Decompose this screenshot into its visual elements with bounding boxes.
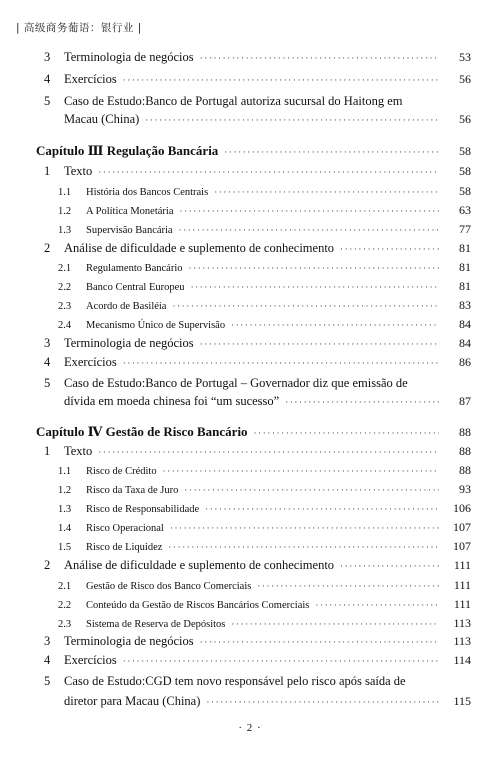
toc-leader-dots bbox=[205, 504, 439, 514]
toc-subsection[interactable] bbox=[0, 203, 500, 223]
toc-page-number: 111 bbox=[453, 578, 471, 592]
running-header: | 高级商务葡语：银行业 | bbox=[16, 22, 142, 34]
toc-page-number: 58 bbox=[459, 184, 471, 198]
toc-entry-number: 1.2 bbox=[58, 206, 72, 217]
toc-leader-dots bbox=[224, 147, 439, 157]
toc-entry-number: 5 bbox=[44, 376, 51, 390]
toc-entry[interactable] bbox=[0, 94, 500, 114]
toc-page-number: 56 bbox=[459, 72, 471, 86]
toc-entry-title: Terminologia de negócios bbox=[64, 50, 194, 64]
toc-leader-dots bbox=[200, 637, 439, 647]
toc-page-number: 115 bbox=[453, 694, 471, 708]
toc-entry-number: 1 bbox=[44, 444, 51, 458]
toc-subsection[interactable] bbox=[0, 184, 500, 204]
toc-page-number: 107 bbox=[453, 520, 471, 534]
toc-leader-dots bbox=[168, 542, 439, 552]
toc-entry[interactable] bbox=[0, 694, 500, 714]
toc-entry-number: 5 bbox=[44, 94, 51, 108]
toc-subsection[interactable] bbox=[0, 578, 500, 598]
toc-leader-dots bbox=[206, 697, 439, 707]
toc-entry-title: Texto bbox=[64, 444, 93, 458]
toc-entry-number: 2.4 bbox=[58, 320, 72, 331]
toc-entry-title: Exercícios bbox=[64, 653, 117, 667]
toc-entry[interactable] bbox=[0, 394, 500, 414]
toc-leader-dots bbox=[179, 206, 439, 216]
toc-entry-title: Macau (China) bbox=[64, 112, 140, 126]
toc-entry-number: 3 bbox=[44, 50, 51, 64]
toc-entry-title: Terminologia de negócios bbox=[64, 336, 194, 350]
toc-page-number: 81 bbox=[459, 260, 471, 274]
toc-entry-number: 1.5 bbox=[58, 542, 72, 553]
toc-page-number: 84 bbox=[459, 317, 471, 331]
toc-entry-title: Sistema de Reserva de Depósitos bbox=[86, 619, 226, 630]
toc-entry-number: 1.3 bbox=[58, 504, 72, 515]
toc-entry-title: Mecanismo Único de Supervisão bbox=[86, 320, 226, 331]
toc-entry-title: Regulamento Bancário bbox=[86, 263, 183, 274]
toc-entry-title: Conteúdo da Gestão de Riscos Bancários Comerciais bbox=[86, 600, 310, 611]
toc-entry-title: A Política Monetária bbox=[86, 206, 174, 217]
toc-leader-dots bbox=[340, 244, 439, 254]
toc-entry-title: Supervisão Bancária bbox=[86, 225, 173, 236]
toc-entry-number: 5 bbox=[44, 674, 51, 688]
toc-leader-dots bbox=[179, 225, 439, 235]
toc-leader-dots bbox=[98, 167, 439, 177]
toc-entry-number: 2 bbox=[44, 241, 51, 255]
toc-page-number: 87 bbox=[459, 394, 471, 408]
toc-leader-dots bbox=[123, 358, 439, 368]
toc-page-number: 83 bbox=[459, 298, 471, 312]
toc-entry[interactable] bbox=[0, 72, 500, 92]
toc-leader-dots bbox=[340, 561, 439, 571]
toc-leader-dots bbox=[257, 581, 439, 591]
toc-entry-number: 2.1 bbox=[58, 263, 72, 274]
toc-entry-title: Risco da Taxa de Juro bbox=[86, 485, 179, 496]
toc-entry[interactable] bbox=[0, 50, 500, 70]
toc-leader-dots bbox=[254, 428, 439, 438]
toc-entry-number: 1.3 bbox=[58, 225, 72, 236]
toc-entry-title: Risco de Crédito bbox=[86, 466, 157, 477]
toc-entry-title: Caso de Estudo:Banco de Portugal – Governador diz que emissão de bbox=[64, 376, 408, 390]
toc-page-number: 56 bbox=[459, 112, 471, 126]
toc-entry[interactable] bbox=[0, 355, 500, 375]
toc-leader-dots bbox=[200, 53, 439, 63]
toc-entry-title: Risco de Responsabilidade bbox=[86, 504, 200, 515]
toc-entry-title: Capítulo Ⅳ Gestão de Risco Bancário bbox=[36, 424, 248, 439]
toc-entry-number: 2.3 bbox=[58, 619, 72, 630]
toc-entry[interactable] bbox=[0, 241, 500, 261]
toc-subsection[interactable] bbox=[0, 222, 500, 242]
toc-page-number: 88 bbox=[459, 463, 471, 477]
toc-page-number: 88 bbox=[459, 425, 471, 439]
toc-entry[interactable] bbox=[0, 376, 500, 396]
toc-leader-dots bbox=[200, 339, 439, 349]
toc-entry-number: 3 bbox=[44, 634, 51, 648]
toc-entry-number: 2.3 bbox=[58, 301, 72, 312]
toc-page-number: 86 bbox=[459, 355, 471, 369]
toc-leader-dots bbox=[123, 656, 439, 666]
toc-entry-title: diretor para Macau (China) bbox=[64, 694, 201, 708]
toc-subsection[interactable] bbox=[0, 482, 500, 502]
toc-entry-number: 2.1 bbox=[58, 581, 72, 592]
toc-entry-title: Banco Central Europeu bbox=[86, 282, 185, 293]
toc-page-number: 88 bbox=[459, 444, 471, 458]
toc-entry-title: Análise de dificuldade e suplemento de conhecimento bbox=[64, 241, 335, 255]
toc-entry-number: 2.2 bbox=[58, 600, 72, 611]
toc-page-number: 106 bbox=[453, 501, 471, 515]
toc-leader-dots bbox=[285, 397, 439, 407]
toc-leader-dots bbox=[170, 523, 439, 533]
toc-entry-number: 1.4 bbox=[58, 523, 72, 534]
toc-leader-dots bbox=[145, 115, 439, 125]
toc-entry[interactable] bbox=[0, 653, 500, 673]
toc-entry-number: 2 bbox=[44, 558, 51, 572]
toc-entry-title: Análise de dificuldade e suplemento de conhecimento bbox=[64, 558, 335, 572]
toc-subsection[interactable] bbox=[0, 279, 500, 299]
toc-subsection[interactable] bbox=[0, 501, 500, 521]
toc-subsection[interactable] bbox=[0, 298, 500, 318]
toc-page-number: 81 bbox=[459, 279, 471, 293]
toc-subsection[interactable] bbox=[0, 520, 500, 540]
toc-page-number: 63 bbox=[459, 203, 471, 217]
toc-entry-title: Caso de Estudo:CGD tem novo responsável pelo risco após saída de bbox=[64, 674, 406, 688]
toc-entry[interactable] bbox=[0, 164, 500, 184]
toc-entry[interactable] bbox=[0, 634, 500, 654]
toc-entry-number: 4 bbox=[44, 355, 51, 369]
toc-entry-number: 3 bbox=[44, 336, 51, 350]
toc-leader-dots bbox=[231, 320, 439, 330]
toc-subsection[interactable] bbox=[0, 260, 500, 280]
toc-leader-dots bbox=[123, 75, 439, 85]
toc-leader-dots bbox=[231, 619, 439, 629]
toc-entry-number: 4 bbox=[44, 72, 51, 86]
toc-entry-title: Exercícios bbox=[64, 72, 117, 86]
toc-entry[interactable] bbox=[0, 558, 500, 578]
toc-entry-title: Caso de Estudo:Banco de Portugal autoriza sucursal do Haitong em bbox=[64, 94, 403, 108]
toc-entry[interactable] bbox=[0, 674, 500, 694]
toc-subsection[interactable] bbox=[0, 597, 500, 617]
toc-entry-title: Risco de Liquidez bbox=[86, 542, 163, 553]
toc-entry-number: 1 bbox=[44, 164, 51, 178]
toc-entry-title: Terminologia de negócios bbox=[64, 634, 194, 648]
toc-leader-dots bbox=[191, 282, 439, 292]
toc-entry[interactable] bbox=[0, 444, 500, 464]
toc-entry-number: 1.1 bbox=[58, 466, 72, 477]
toc-page-number: 53 bbox=[459, 50, 471, 64]
toc-page-number: 58 bbox=[459, 144, 471, 158]
toc-entry-number: 1.2 bbox=[58, 485, 72, 496]
toc-leader-dots bbox=[98, 447, 439, 457]
toc-entry-title: dívida em moeda chinesa foi “um sucesso” bbox=[64, 394, 280, 408]
toc-entry-title: Exercícios bbox=[64, 355, 117, 369]
toc-leader-dots bbox=[172, 301, 439, 311]
toc-page-number: 84 bbox=[459, 336, 471, 350]
toc-page-number: 111 bbox=[453, 597, 471, 611]
toc-page-number: 77 bbox=[459, 222, 471, 236]
toc-entry-title: História dos Bancos Centrais bbox=[86, 187, 209, 198]
toc-entry-title: Risco Operacional bbox=[86, 523, 164, 534]
toc-page-number: 58 bbox=[459, 164, 471, 178]
toc-entry[interactable] bbox=[0, 112, 500, 132]
toc-leader-dots bbox=[189, 263, 439, 273]
toc-subsection[interactable] bbox=[0, 616, 500, 636]
toc-page-number: 111 bbox=[453, 558, 471, 572]
toc-leader-dots bbox=[184, 485, 439, 495]
toc-page-number: 107 bbox=[453, 539, 471, 553]
toc-page-number: 93 bbox=[459, 482, 471, 496]
toc-leader-dots bbox=[315, 600, 439, 610]
toc-entry-title: Texto bbox=[64, 164, 93, 178]
toc-leader-dots bbox=[163, 466, 439, 476]
toc-entry-number: 4 bbox=[44, 653, 51, 667]
toc-entry[interactable] bbox=[0, 336, 500, 356]
toc-entry-title: Capítulo Ⅲ Regulação Bancária bbox=[36, 143, 219, 158]
toc-entry-title: Acordo de Basiléia bbox=[86, 301, 167, 312]
toc-chapter-heading[interactable] bbox=[0, 424, 500, 444]
toc-page-number: 113 bbox=[453, 634, 471, 648]
toc-subsection[interactable] bbox=[0, 539, 500, 559]
page-number: · 2 · bbox=[238, 722, 262, 734]
toc-page-number: 114 bbox=[453, 653, 471, 667]
toc-entry-title: Gestão de Risco dos Banco Comerciais bbox=[86, 581, 252, 592]
toc-chapter-heading[interactable] bbox=[0, 143, 500, 163]
toc-entry-number: 1.1 bbox=[58, 187, 72, 198]
toc-page-number: 81 bbox=[459, 241, 471, 255]
toc-page-number: 113 bbox=[453, 616, 471, 630]
toc-subsection[interactable] bbox=[0, 463, 500, 483]
toc-entry-number: 2.2 bbox=[58, 282, 72, 293]
toc-subsection[interactable] bbox=[0, 317, 500, 337]
toc-leader-dots bbox=[214, 187, 439, 197]
